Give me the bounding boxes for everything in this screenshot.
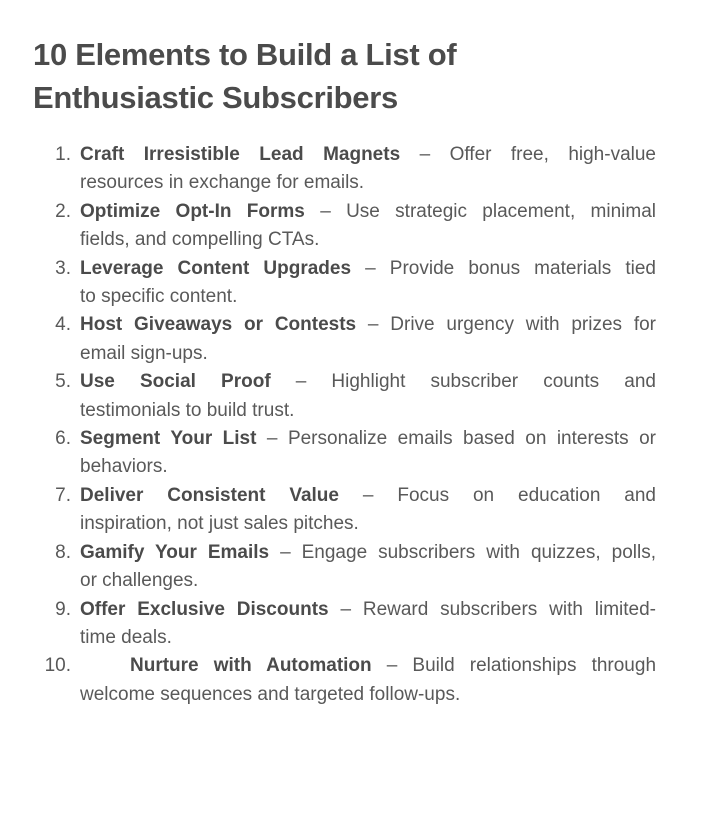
item-description-end: or challenges. <box>80 570 199 592</box>
item-description-end: fields, and compelling CTAs. <box>80 229 320 251</box>
item-word-gap <box>339 485 363 506</box>
item-number: 7. <box>55 484 71 506</box>
item-number: 6. <box>55 428 71 450</box>
item-description-start: – Offer free, high-value <box>419 144 657 165</box>
item-bold-text: Deliver Consistent Value <box>80 484 339 506</box>
item-number: 1. <box>55 144 71 165</box>
item-bold-text: Craft Irresistible Lead Magnets <box>80 144 401 165</box>
item-number: 10. <box>44 655 71 677</box>
item-description-end: email sign-ups. <box>80 342 208 364</box>
elements-list <box>0 141 719 709</box>
item-description-end: resources in exchange for emails. <box>80 172 365 194</box>
item-description-end: testimonials to build trust. <box>80 399 295 421</box>
item-description-start: – Provide bonus materials tied <box>365 257 656 279</box>
list-item <box>0 482 719 539</box>
item-description-end: behaviors. <box>80 456 168 478</box>
item-description-start: – Use strategic placement, minimal <box>320 200 657 222</box>
item-word-gap <box>329 599 341 620</box>
item-description-start: – Build relationships through <box>386 655 657 677</box>
item-first-line <box>80 482 656 510</box>
list-item <box>0 539 719 596</box>
item-description-end: to specific content. <box>80 286 238 308</box>
item-first-line <box>80 596 656 624</box>
list-item <box>0 311 719 368</box>
list-item <box>0 596 719 653</box>
item-word-gap <box>356 314 368 335</box>
page-title <box>0 0 719 119</box>
item-bold-text: Segment Your List <box>80 428 257 450</box>
item-word-gap <box>351 258 365 279</box>
item-first-line <box>80 311 656 339</box>
item-description-start: – Focus on education and <box>362 484 657 506</box>
item-first-line <box>80 368 656 396</box>
item-description-start: – Engage subscribers with quizzes, polls, <box>280 541 656 563</box>
item-description-start: – Personalize emails based on interests or <box>266 428 656 450</box>
item-number: 9. <box>55 598 71 620</box>
item-bold-text: Leverage Content Upgrades <box>80 257 352 279</box>
item-word-gap <box>271 371 296 392</box>
item-number: 5. <box>55 371 71 393</box>
item-description-start: – Reward subscribers with limited- <box>340 598 656 620</box>
page-title-line-2: Enthusiastic Subscribers <box>33 80 398 115</box>
list-item <box>0 255 719 312</box>
item-bold-text: Gamify Your Emails <box>80 541 270 563</box>
page-title-line-1: 10 Elements to Build a List of <box>33 37 457 72</box>
item-number: 4. <box>55 314 71 336</box>
item-number: 8. <box>55 541 71 563</box>
item-first-line <box>80 425 656 453</box>
item-description-end: inspiration, not just sales pitches. <box>80 513 359 535</box>
list-item <box>0 141 719 198</box>
item-bold-text: Optimize Opt-In Forms <box>80 200 305 222</box>
item-number: 3. <box>55 257 71 279</box>
item-bold-text: Use Social Proof <box>80 371 271 393</box>
item-first-line <box>80 255 656 283</box>
item-word-gap <box>372 655 387 676</box>
item-first-line <box>80 141 656 169</box>
item-description-end: welcome sequences and targeted follow-ups. <box>80 683 461 705</box>
item-bold-text: Host Giveaways or Contests <box>80 314 357 336</box>
item-description-start: – Drive urgency with prizes for <box>367 314 657 336</box>
item-number: 2. <box>55 200 71 222</box>
list-item <box>0 425 719 482</box>
item-bold-text: Nurture with Automation <box>130 655 372 677</box>
item-word-gap <box>269 542 280 563</box>
list-item <box>0 368 719 425</box>
item-first-line <box>80 539 656 567</box>
item-word-gap <box>256 428 266 449</box>
list-item <box>0 198 719 255</box>
item-first-line <box>80 198 656 226</box>
item-word-gap <box>400 144 419 165</box>
item-word-gap <box>305 201 320 222</box>
list-item <box>0 652 719 709</box>
item-description-end: time deals. <box>80 626 172 648</box>
item-first-line <box>80 652 656 680</box>
item-bold-text: Offer Exclusive Discounts <box>80 598 329 620</box>
item-description-start: – Highlight subscriber counts and <box>295 371 656 393</box>
